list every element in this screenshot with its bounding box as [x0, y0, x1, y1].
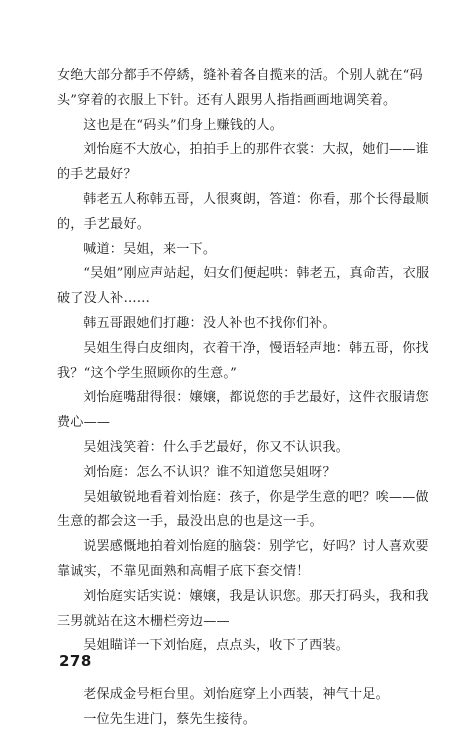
paragraph: 女绝大部分都手不停綉，缝补着各自揽来的活。个别人就在“码头”穿着的衣服上下针。还有人跟男人指指画画地调笑着。 — [57, 68, 423, 108]
paragraph: 韩老五人称韩五哥，人很爽朗，答道：你看，那个长得最顺的，手艺最好。 — [57, 191, 429, 232]
body-text — [57, 64, 439, 733]
paragraph: 说罢感慨地拍着刘怡庭的脑袋：别学它，好吗？讨人喜欢要靠诚实，不靠见面熟和高帽子底下套交情！ — [57, 539, 429, 579]
paragraph: 刘怡庭实话实说：嬢嬢，我是认识您。那天打码头，我和我三男就站在这木栅栏旁边—— — [57, 588, 429, 629]
paragraph: 刘怡庭不大放心，拍拍手上的那件衣裳：大叔，她们——谁的手艺最好？ — [57, 142, 429, 183]
paragraph: 韩五哥跟她们打趣：没人补也不找你们补。 — [83, 315, 336, 331]
page-number: 278 — [59, 652, 92, 670]
paragraph: 这也是在“码头”们身上赚钱的人。 — [83, 117, 284, 133]
paragraph: 老保成金号柜台里。刘怡庭穿上小西装，神气十足。 — [83, 687, 389, 703]
paragraph: 吴姐敏锐地看着刘怡庭：孩子，你是学生意的吧？唉——做生意的都会这一手，最没出息的也是这一手。 — [57, 489, 429, 530]
paragraph: 吴姐生得白皮细肉，衣着干净，慢语轻声地：韩五哥，你找我？“这个学生照顾你的生意。” — [57, 340, 429, 381]
paragraph: “吴姐”刚应声站起，妇女们便起哄：韩老五，真命苦，衣服破了没人补…… — [57, 266, 430, 307]
paragraph: 刘怡庭嘴甜得很：嬢嬢，都说您的手艺最好，这件衣服请您费心—— — [57, 390, 429, 431]
paragraph: 吴姐浅笑着：什么手艺最好，你又不认识我。 — [83, 439, 350, 455]
paragraph: 刘怡庭：怎么不认识？谁不知道您吴姐呀？ — [83, 464, 336, 480]
paragraph: 一位先生进门，蔡先生接待。 — [83, 711, 257, 727]
paragraph: 吴姐瞄详一下刘怡庭，点点头，收下了西装。 — [83, 638, 350, 654]
paragraph: 喊道：吴姐，来一下。 — [83, 241, 217, 257]
